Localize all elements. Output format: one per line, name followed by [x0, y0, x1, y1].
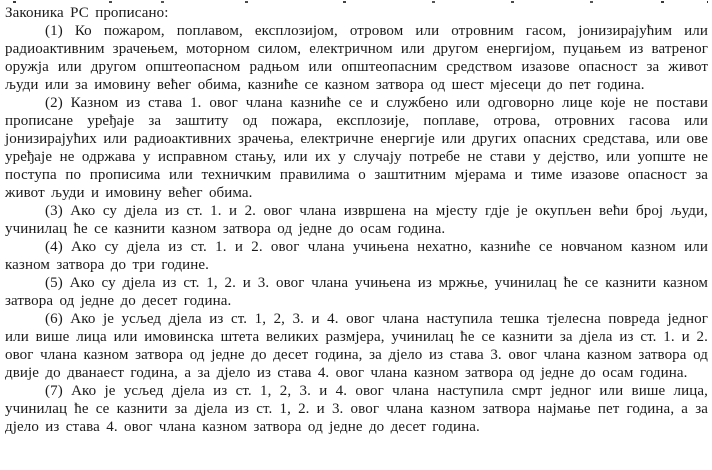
scan-speck-row — [13, 1, 16, 3]
clipped-previous-line-artifact — [5, 0, 708, 4]
paragraph-7: (7) Ако је усљед дјела из ст. 1, 2, 3. и 4. овог члана наступила смрт једног или више лица, учинилац ће се казнити за дјела из ст. 1, 2. и 3. овог члана казном затвора најмање пет година, а за дјело из става 4. овог члана казном затвора од једне до десет година. — [5, 383, 708, 435]
document-body — [5, 4, 708, 436]
paragraph-6: (6) Ако је усљед дјела из ст. 1, 2, 3. и 4. овог члана наступила тешка тјелесна повреда једног или више лица или имовинска штета великих размјера, учинилац ће се казнити за дјела из ст. 1. и 2. овог члана казном затвора од једне до десет година, за дјело из става 3. овог члана казном затвора од двије до дванаест година, а за дјело из става 4. овог члана казном затвора од једне до осам година. — [5, 311, 708, 381]
paragraph-1: (1) Ко пожаром, поплавом, експлозијом, отровом или отровним гасом, јонизирајућим или радиоактивним зрачењем, моторном силом, електричном или другом енергијом, пуцањем из ватреног оружја или другом општеопасном радњом или општеопасним средством изазове опасност за живот људи или за имовину већег обима, казниће се казном затвора од шест мјесеци до пет година. — [5, 23, 708, 93]
intro-line: Законика РС прописано: — [5, 5, 169, 21]
paragraph-2: (2) Казном из става 1. овог члана казниће се и службено или одговорно лице које не постави прописане уређаје за заштиту од пожара, експлозије, поплаве, отрова, отровних гасова или јонизирајућих или радиоактивних зрачења, електричне енергије или других опасних средстава, или ове уређаје не одржава у исправном стању, или их у случају потребе не стави у дејство, или уопште не поступа по прописима или техничким правилима о заштитним мјерама и тиме изазове опасност за живот људи и имовину већег обима. — [5, 95, 708, 201]
paragraph-3: (3) Ако су дјела из ст. 1. и 2. овог члана извршена на мјесту гдје је окупљен већи број људи, учинилац ће се казнити казном затвора од једне до осам година. — [5, 203, 708, 237]
paragraph-5: (5) Ако су дјела из ст. 1, 2. и 3. овог члана учињена из мржње, учинилац ће се казнити казном затвора од једне до десет година. — [5, 275, 708, 309]
paragraph-4: (4) Ако су дјела из ст. 1. и 2. овог члана учињена нехатно, казниће се новчаном казном или казном затвора до три године. — [5, 239, 708, 273]
